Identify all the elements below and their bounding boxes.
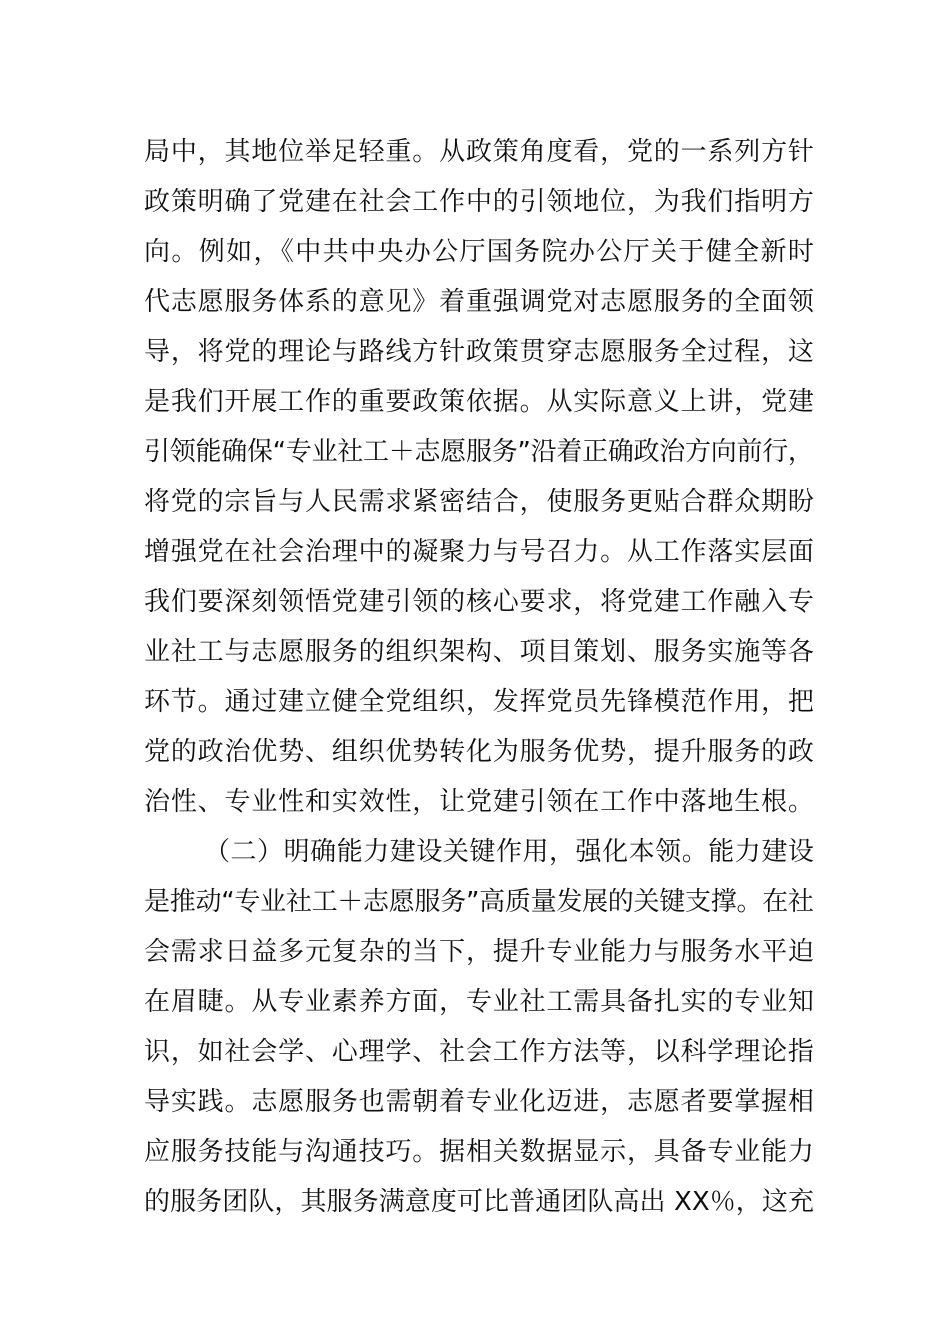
text-line: 党的政治优势、组织优势转化为服务优势，提升服务的政 xyxy=(144,737,815,767)
text-line: 向。例如，《中共中央办公厅国务院办公厅关于健全新时 xyxy=(144,237,816,267)
text-line: 导实践。志愿服务也需朝着专业化迈进，志愿者要掌握相 xyxy=(144,1087,815,1117)
section-heading-line: （二）明确能力建设关键作用，强化本领。能力建设 xyxy=(204,837,815,867)
text-line: 引领能确保“专业社工＋志愿服务”沿着正确政治方向前行， xyxy=(144,437,814,467)
text-line: 的服务团队，其服务满意度可比普通团队高出 XX％，这充 xyxy=(144,1187,815,1217)
text-line: 环节。通过建立健全党组织，发挥党员先锋模范作用，把 xyxy=(144,687,815,717)
text-line: 是我们开展工作的重要政策依据。从实际意义上讲，党建 xyxy=(144,387,815,417)
text-line: 增强党在社会治理中的凝聚力与号召力。从工作落实层面 xyxy=(144,537,815,567)
text-line: 在眉睫。从专业素养方面，专业社工需具备扎实的专业知 xyxy=(144,987,815,1017)
body-text xyxy=(144,127,814,1227)
text-line: 识，如社会学、心理学、社会工作方法等，以科学理论指 xyxy=(144,1037,815,1067)
text-line: 治性、专业性和实效性，让党建引领在工作中落地生根。 xyxy=(144,787,815,817)
text-line: 政策明确了党建在社会工作中的引领地位，为我们指明方 xyxy=(144,187,815,217)
text-line: 将党的宗旨与人民需求紧密结合，使服务更贴合群众期盼 xyxy=(144,487,815,517)
text-line: 局中，其地位举足轻重。从政策角度看，党的一系列方针 xyxy=(144,137,815,167)
text-line: 代志愿服务体系的意见》着重强调党对志愿服务的全面领 xyxy=(144,287,815,317)
text-line: 应服务技能与沟通技巧。据相关数据显示，具备专业能力 xyxy=(144,1137,815,1167)
text-line: 是推动“专业社工＋志愿服务”高质量发展的关键支撑。在社 xyxy=(144,887,814,917)
text-line: 我们要深刻领悟党建引领的核心要求，将党建工作融入专 xyxy=(144,587,815,617)
text-line: 业社工与志愿服务的组织架构、项目策划、服务实施等各 xyxy=(144,637,815,667)
text-line: 导，将党的理论与路线方针政策贯穿志愿服务全过程，这 xyxy=(144,337,815,367)
text-line: 会需求日益多元复杂的当下，提升专业能力与服务水平迫 xyxy=(144,937,815,967)
